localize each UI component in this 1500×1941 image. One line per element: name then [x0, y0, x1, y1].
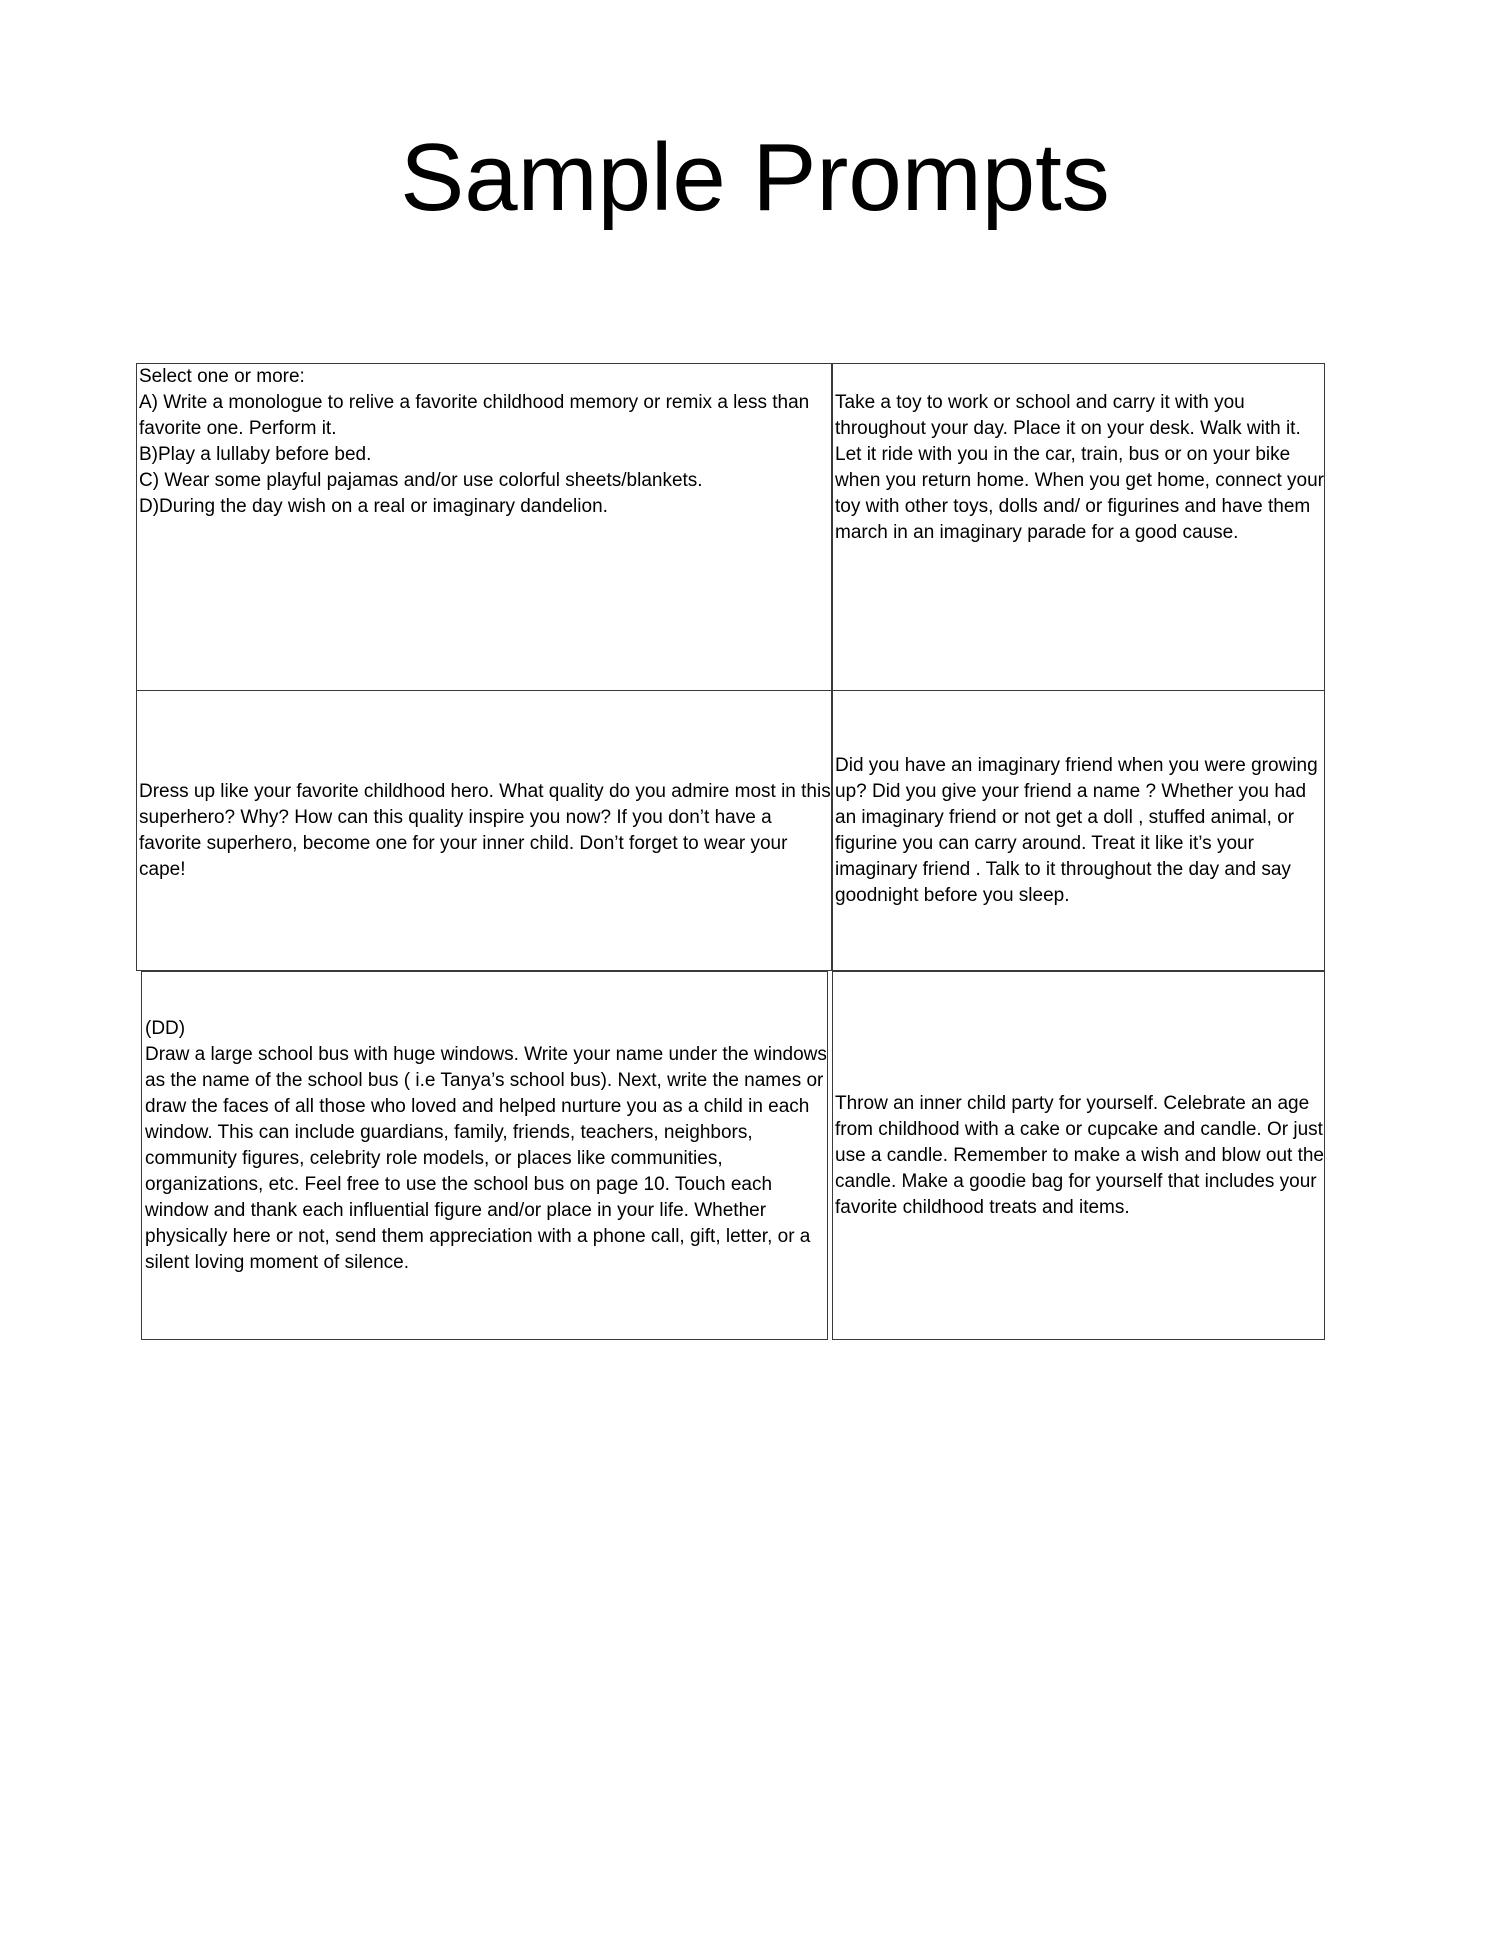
- prompt-text: Dress up like your favorite childhood hero. What quality do you admire most in this superhero? Why? How can this quality inspire you now? If you don’t have a favorite superhero, become one for your inner child. Don’t forget to wear your cape!: [139, 780, 831, 880]
- prompt-text: Select one or more: A) Write a monologue to relive a favorite childhood memory or remix a less than favorite one. Perform it. B)Play a lullaby before bed. C) Wear some playful pajamas and/or use colorful sheets/blankets. D)During the day wish on a real or imaginary dandelion.: [139, 366, 810, 517]
- prompt-cell-superhero: [136, 690, 832, 971]
- prompt-cell-school-bus: [141, 971, 828, 1340]
- prompt-cell-imaginary-friend: [832, 690, 1325, 971]
- prompt-text: Throw an inner child party for yourself. Celebrate an age from childhood with a cake or cupcake and candle. Or just use a candle. Remember to make a wish and blow out the candle. Make a goodie bag for yourself that includes your favorite childhood treats and items.: [835, 1092, 1324, 1218]
- prompt-text: (DD) Draw a large school bus with huge windows. Write your name under the windows as the name of the school bus ( i.e Tanya’s school bus). Next, write the names or draw the faces of all those who loved and helped nurture you as a child in each window. This can include guardians, family, friends, teachers, neighbors, community figures, celebrity role models, or places like communities, organizations, etc. Feel free to use the school bus on page 10. Touch each window and thank each influential figure and/or place in your life. Whether physically here or not, send them appreciation with a phone call, gift, letter, or a silent loving moment of silence.: [145, 1017, 827, 1273]
- prompt-text: Take a toy to work or school and carry it with you throughout your day. Place it on your desk. Walk with it. Let it ride with you in the car, train, bus or on your bike when you return home. When you get home, connect your toy with other toys, dolls and/ or figurines and have them march in an imaginary parade for a good cause.: [835, 392, 1324, 543]
- prompt-cell-select-one-or-more: [136, 363, 832, 691]
- prompt-cell-toy: [832, 363, 1325, 691]
- prompt-text: Did you have an imaginary friend when you were growing up? Did you give your friend a name ? Whether you had an imaginary friend or not get a doll , stuffed animal, or figurine you can carry around. Treat it like it’s your imaginary friend . Talk to it throughout the day and say goodnight before you sleep.: [835, 754, 1318, 906]
- prompt-cell-party: [832, 971, 1325, 1340]
- page-title: Sample Prompts: [400, 124, 1110, 231]
